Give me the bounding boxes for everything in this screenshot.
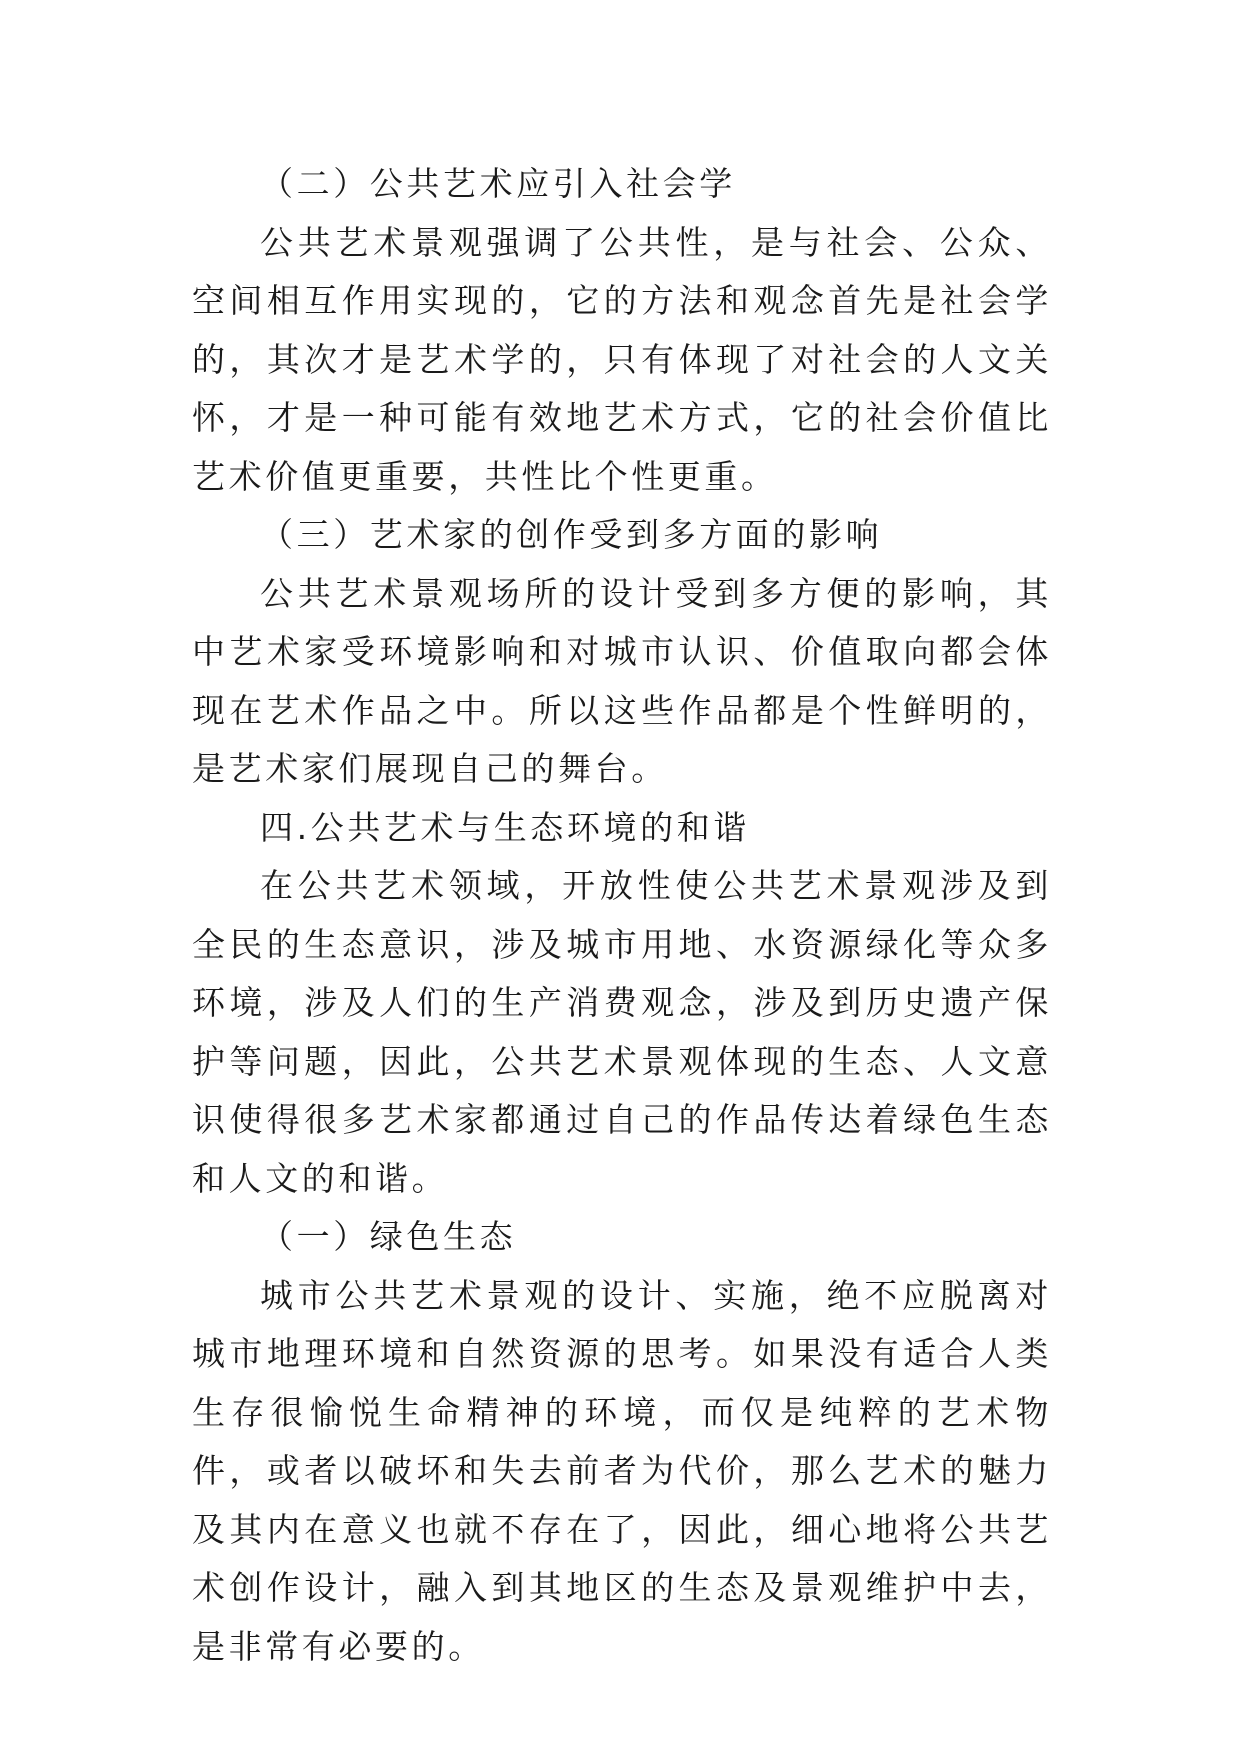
paragraph-ecology-harmony: 在公共艺术领域，开放性使公共艺术景观涉及到全民的生态意识，涉及城市用地、水资源绿化等众多环境，涉及人们的生产消费观念，涉及到历史遗产保护等问题，因此，公共艺术景观体现的生态、人文意识使得很多艺术家都通过自己的作品传达着绿色生态和人文的和谐。	[192, 866, 1052, 1198]
document-body	[192, 155, 1052, 1676]
section-heading-1: （一）绿色生态	[260, 1217, 517, 1256]
paragraph-green-ecology: 城市公共艺术景观的设计、实施，绝不应脱离对城市地理环境和自然资源的思考。如果没有适合人类生存很愉悦生命精神的环境，而仅是纯粹的艺术物件，或者以破坏和失去前者为代价，那么艺术的魅力及其内在意义也就不存在了，因此，细心地将公共艺术创作设计，融入到其地区的生态及景观维护中去，是非常有必要的。	[192, 1275, 1052, 1666]
section-heading-2: （二）公共艺术应引入社会学	[260, 164, 736, 203]
paragraph-artist-influences: 公共艺术景观场所的设计受到多方便的影响，其中艺术家受环境影响和对城市认识、价值取向都会体现在艺术作品之中。所以这些作品都是个性鲜明的，是艺术家们展现自己的舞台。	[192, 573, 1052, 788]
section-heading-3: （三）艺术家的创作受到多方面的影响	[260, 515, 883, 554]
chapter-heading-4: 四.公共艺术与生态环境的和谐	[260, 807, 750, 847]
paragraph-social-science: 公共艺术景观强调了公共性，是与社会、公众、空间相互作用实现的，它的方法和观念首先是社会学的，其次才是艺术学的，只有体现了对社会的人文关怀，才是一种可能有效地艺术方式，它的社会价值比艺术价值更重要，共性比个性更重。	[192, 222, 1052, 496]
